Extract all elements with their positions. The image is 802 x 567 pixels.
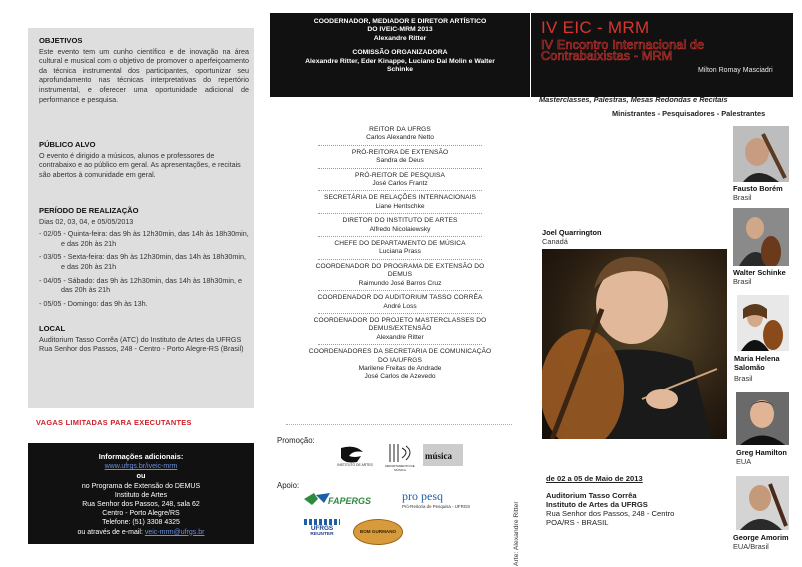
periodo-item: - 03/05 - Sexta-feira: das 9h às 12h30min, das 14h às 18h30min, e das 20h às 21h	[39, 252, 246, 271]
org-name: André Loss	[383, 302, 417, 310]
bom-gurmano-logo: BOM GURMANO	[353, 519, 403, 545]
event-subtitle: IV Encontro Internacional de Contrabaixistas - MRM	[541, 38, 705, 63]
event-activities: Masterclasses, Palestras, Mesas Redondas e Recitais	[539, 95, 728, 104]
periodo-item: - 05/05 - Domingo: das 9h às 13h.	[39, 298, 148, 308]
joel-quarrington-photo	[542, 249, 727, 439]
org-title: COORDENADOR DO PROGRAMA DE EXTENSÃO DO DEMUS	[315, 262, 485, 279]
featured-country: Canadá	[542, 237, 568, 246]
org-name: José Carlos Frantz	[372, 180, 428, 188]
org-title: DIRETOR DO INSTITUTO DE ARTES	[342, 217, 458, 225]
periodo-item: - 04/05 - Sábado: das 9h às 12h30min, das 14h às 18h30min, e das 20h às 21h	[39, 275, 242, 295]
event-title: IV EIC - MRM	[541, 18, 650, 37]
maria-helena-salomao-photo	[737, 295, 789, 351]
org-entry	[270, 240, 530, 260]
objetivos-heading: OBJETIVOS	[39, 36, 83, 45]
org-entry	[270, 126, 530, 146]
org-entry	[270, 217, 530, 237]
featured-name: Joel Quarrington	[542, 228, 602, 237]
propesq-logo: pro pesq Pró-Reitoria de Pesquisa - UFRGS	[402, 489, 471, 509]
org-title: SECRETÁRIA DE RELAÇÕES INTERNACIONAIS	[323, 194, 477, 202]
info-title: Informações adicionais:	[98, 452, 184, 461]
org-name: Sandra de Deus	[376, 157, 424, 165]
org-entry	[270, 348, 530, 382]
local-line2: Rua Senhor dos Passos, 248 - Centro - Porto Alegre-RS (Brasil)	[39, 344, 244, 354]
person-name: Maria Helena Salomão	[734, 354, 780, 372]
left-info-panel	[28, 28, 254, 408]
objetivos-text: Este evento tem um cunho científico e de inovação na área cultural e musical com o objetivo de promover o aperfeiçoamento da técnica instrumental dos participantes, oportunizar seu aprofundamento nas técnicas interpretativas do repertório instrumental, e oferecer uma oportunidade adicional de performance e pesquisa.	[39, 46, 249, 104]
person-name: Walter Schinke	[733, 268, 786, 277]
person-country: Brasil	[733, 277, 752, 286]
org-name: Luciana Prass	[379, 248, 421, 256]
publico-section	[39, 140, 249, 179]
periodo-item: - 02/05 - Quinta-feira: das 9h às 12h30min, das 14h às 18h30min, e das 20h às 21h	[39, 229, 249, 248]
org-entry	[270, 172, 530, 192]
org-entry	[270, 317, 530, 345]
local-line1: Auditorium Tasso Corrêa (ATC) do Instituto de Artes da UFRGS	[39, 334, 242, 344]
org-title: COORDENADOR DO AUDITORIUM TASSO CORRÊA	[317, 294, 483, 302]
person-name: Fausto Borém	[733, 184, 783, 193]
info-email-link[interactable]: veic-mrm@ufrgs.br	[144, 528, 205, 536]
periodo-heading: PERÍODO DE REALIZAÇÃO	[39, 206, 139, 215]
org-name: Alexandre Ritter	[376, 333, 424, 341]
publico-heading: PÚBLICO ALVO	[39, 140, 96, 149]
event-title-banner	[531, 13, 793, 104]
org-title: COORDENADOR DO PROJETO MASTERCLASSES DO DEMUS/EXTENSÃO	[313, 316, 487, 333]
info-line: Centro - Porto Alegre/RS	[102, 510, 180, 518]
event-date-venue	[546, 474, 786, 527]
fapergs-logo: FAPERGS	[304, 491, 380, 513]
person-country: Brasil	[734, 374, 753, 383]
greg-hamilton-photo	[736, 392, 789, 445]
info-ou: ou	[136, 471, 146, 481]
org-title: PRÓ-REITORA DE EXTENSÃO	[351, 148, 449, 156]
event-honoree: Milton Romay Masciadri	[698, 67, 773, 74]
info-email-prefix: ou através de e-mail:	[77, 528, 143, 536]
periodo-section	[39, 206, 249, 308]
org-title: PRÓ-REITOR DE PESQUISA	[354, 171, 445, 179]
ministrantes-heading: Ministrantes - Pesquisadores - Palestrantes	[612, 109, 766, 118]
org-title: COORDENADORES DA SECRETARIA DE COMUNICAÇÃO DO IA/UFRGS	[308, 348, 492, 364]
promocao-label: Promoção:	[277, 436, 315, 445]
person-country: EUA/Brasil	[733, 542, 769, 551]
org-title: REITOR DA UFRGS	[369, 126, 431, 133]
local-heading: LOCAL	[39, 324, 66, 333]
publico-text: O evento é dirigido a músicos, alunos e professores de contrabaixo e ao público em geral. As apresentações, e recitais são abertos à comunidade em geral.	[39, 150, 241, 179]
org-name: Liane Hentschke	[375, 202, 425, 210]
venue-address: Rua Senhor dos Passos, 248 - Centro	[546, 509, 675, 518]
periodo-dates: Dias 02, 03, 04, e 05/05/2013	[39, 216, 134, 226]
venue-city: POA/RS - BRASIL	[546, 518, 609, 527]
venue-institute: Instituto de Artes da UFRGS	[546, 500, 648, 509]
org-entry	[270, 194, 530, 214]
art-credit: Arte: Alexandre Ritter	[513, 501, 520, 566]
coordination-header	[270, 13, 530, 97]
org-name: Alfredo Nicolaiewsky	[369, 225, 431, 233]
org-name: Marilene Freitas de Andrade	[358, 364, 442, 372]
info-website-link[interactable]: www.ufrgs.br/iveic-mrm	[104, 463, 178, 471]
info-box	[28, 443, 254, 544]
event-date: de 02 a 05 de Maio de 2013	[546, 474, 643, 483]
person-country: EUA	[736, 457, 752, 466]
org-name: Raimundo José Barros Cruz	[358, 279, 442, 287]
musica-logo: música	[423, 444, 463, 466]
local-section	[39, 324, 249, 354]
organization-list	[270, 126, 530, 385]
fausto-borem-photo	[733, 126, 789, 182]
info-line: Rua Senhor dos Passos, 248, sala 62	[82, 501, 200, 509]
coord-title: COODERNADOR, MEDIADOR E DIRETOR ARTÍSTICO	[313, 18, 487, 25]
person-country: Brasil	[733, 193, 752, 202]
org-entry	[270, 149, 530, 169]
ufrgs-logo: UFRGS REUNTER	[304, 519, 340, 545]
info-line: Instituto de Artes	[114, 491, 168, 499]
apoio-label: Apoio:	[277, 481, 300, 490]
comissao-names: Alexandre Ritter, Eder Kinappe, Luciano Dal Molin e Walter Schinke	[305, 57, 495, 74]
org-name: José Carlos de Azevedo	[364, 373, 436, 381]
info-line: Telefone: (51) 3308 4325	[102, 519, 180, 527]
coord-name: Alexandre Ritter	[373, 34, 427, 42]
demus-logo: DEPARTAMENTO DE MÚSICA	[384, 442, 416, 470]
vagas-notice: VAGAS LIMITADAS PARA EXECUTANTES	[36, 418, 192, 427]
objetivos-section	[39, 36, 249, 104]
comissao-title: COMISSÃO ORGANIZADORA	[352, 49, 448, 57]
person-name: George Amorim	[733, 533, 789, 542]
org-entry	[270, 294, 530, 314]
coord-sub: DO IVEIC-MRM 2013	[367, 26, 433, 34]
org-title: CHEFE DO DEPARTAMENTO DE MÚSICA	[334, 240, 466, 248]
org-entry	[270, 263, 530, 291]
instituto-artes-logo: INSTITUTO DE ARTES	[333, 444, 377, 470]
info-line: no Programa de Extensão do DEMUS	[81, 482, 201, 490]
separator-line	[286, 424, 512, 425]
org-name: Carlos Alexandre Netto	[366, 134, 434, 142]
walter-schinke-photo	[733, 208, 789, 266]
person-name: Greg Hamilton	[736, 448, 787, 457]
venue-name: Auditorium Tasso Corrêa	[546, 491, 637, 500]
